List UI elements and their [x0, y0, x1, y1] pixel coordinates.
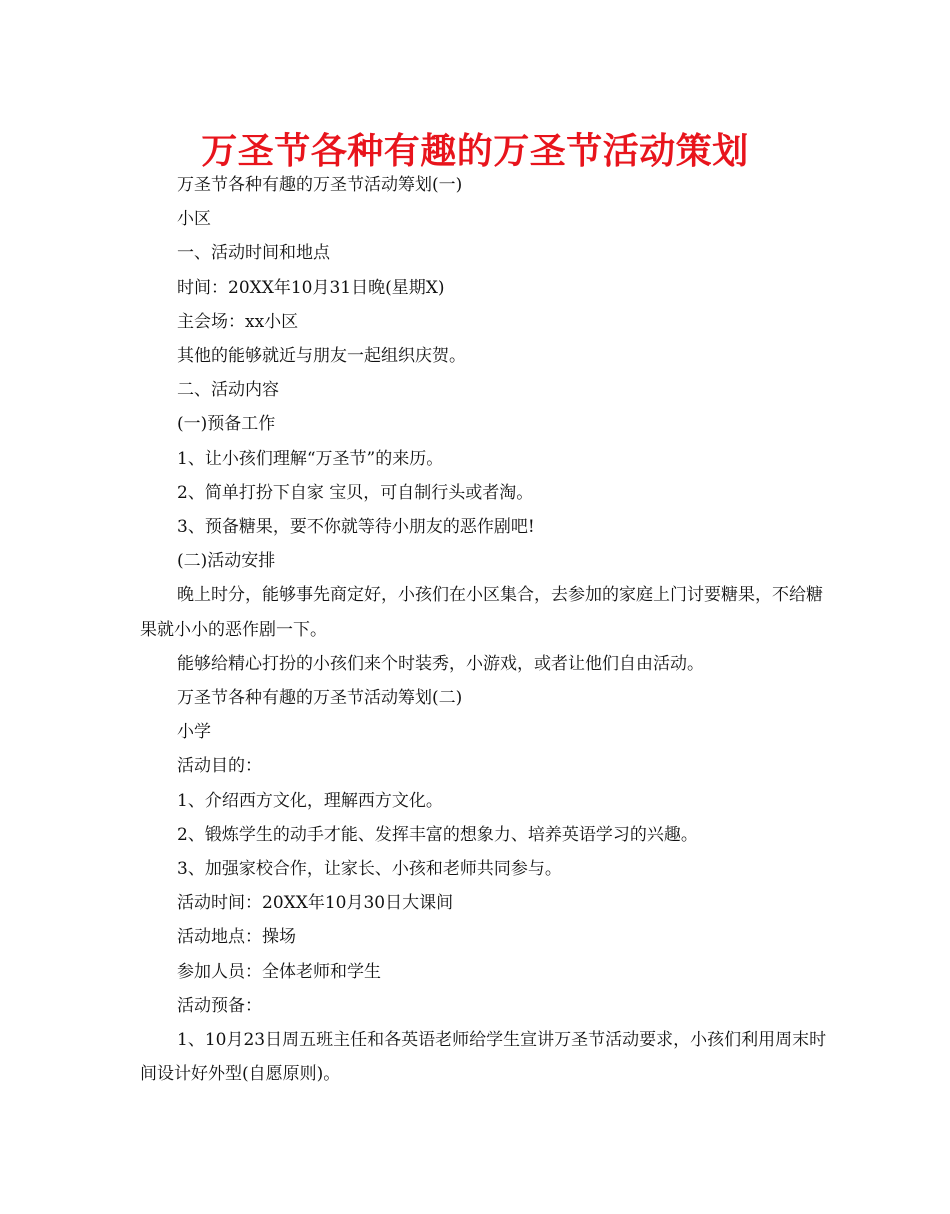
- paragraph-purpose-2: 2、锻炼学生的动手才能、发挥丰富的想象力、培养英语学习的兴趣。: [177, 824, 698, 845]
- document-body: [140, 168, 830, 1091]
- paragraph-section-time-place: 一、活动时间和地点: [177, 243, 330, 264]
- paragraph-purpose-3: 3、加强家校合作，让家长、小孩和老师共同参与。: [177, 859, 562, 880]
- paragraph-activity-time: 活动时间：20XX年10月30日大课间: [177, 893, 454, 914]
- paragraph-preparation-heading: (一)预备工作: [177, 414, 276, 435]
- paragraph-fashion-show: 能够给精心打扮的小孩们来个时装秀，小游戏，或者让他们自由活动。: [177, 653, 704, 674]
- paragraph-activity-prep-1: 1、10月23日周五班主任和各英语老师给学生宣讲万圣节活动要求，小孩们利用周末时间设计好外型(自愿原则)。: [140, 1030, 827, 1085]
- paragraph-prep-item-2: 2、简单打扮下自家 宝贝，可自制行头或者淘。: [177, 482, 534, 503]
- paragraph-time: 时间：20XX年10月31日晚(星期X): [177, 277, 445, 298]
- paragraph-activity-prep-heading: 活动预备：: [177, 995, 262, 1016]
- paragraph-plan-2-heading: 万圣节各种有趣的万圣节活动筹划(二): [177, 688, 463, 709]
- paragraph-other-celebrations: 其他的能够就近与朋友一起组织庆贺。: [177, 346, 466, 367]
- paragraph-evening-activity: 晚上时分，能够事先商定好，小孩们在小区集合，去参加的家庭上门讨要糖果，不给糖果就小小的恶作剧一下。: [140, 585, 823, 640]
- paragraph-section-content: 二、活动内容: [177, 380, 279, 401]
- paragraph-participants: 参加人员：全体老师和学生: [177, 961, 381, 982]
- paragraph-arrangement-heading: (二)活动安排: [177, 551, 276, 572]
- paragraph-purpose-heading: 活动目的：: [177, 756, 262, 777]
- document-title: 万圣节各种有趣的万圣节活动策划: [201, 131, 749, 172]
- paragraph-activity-place: 活动地点：操场: [177, 927, 296, 948]
- paragraph-community: 小区: [177, 209, 211, 230]
- paragraph-main-venue: 主会场：xx小区: [177, 311, 299, 332]
- paragraph-prep-item-1: 1、让小孩们理解“万圣节”的来历。: [177, 448, 444, 469]
- paragraph-primary-school: 小学: [177, 722, 211, 743]
- paragraph-plan-1-heading: 万圣节各种有趣的万圣节活动筹划(一): [177, 175, 463, 195]
- paragraph-purpose-1: 1、介绍西方文化，理解西方文化。: [177, 790, 443, 811]
- paragraph-prep-item-3: 3、预备糖果，要不你就等待小朋友的恶作剧吧!: [177, 517, 535, 538]
